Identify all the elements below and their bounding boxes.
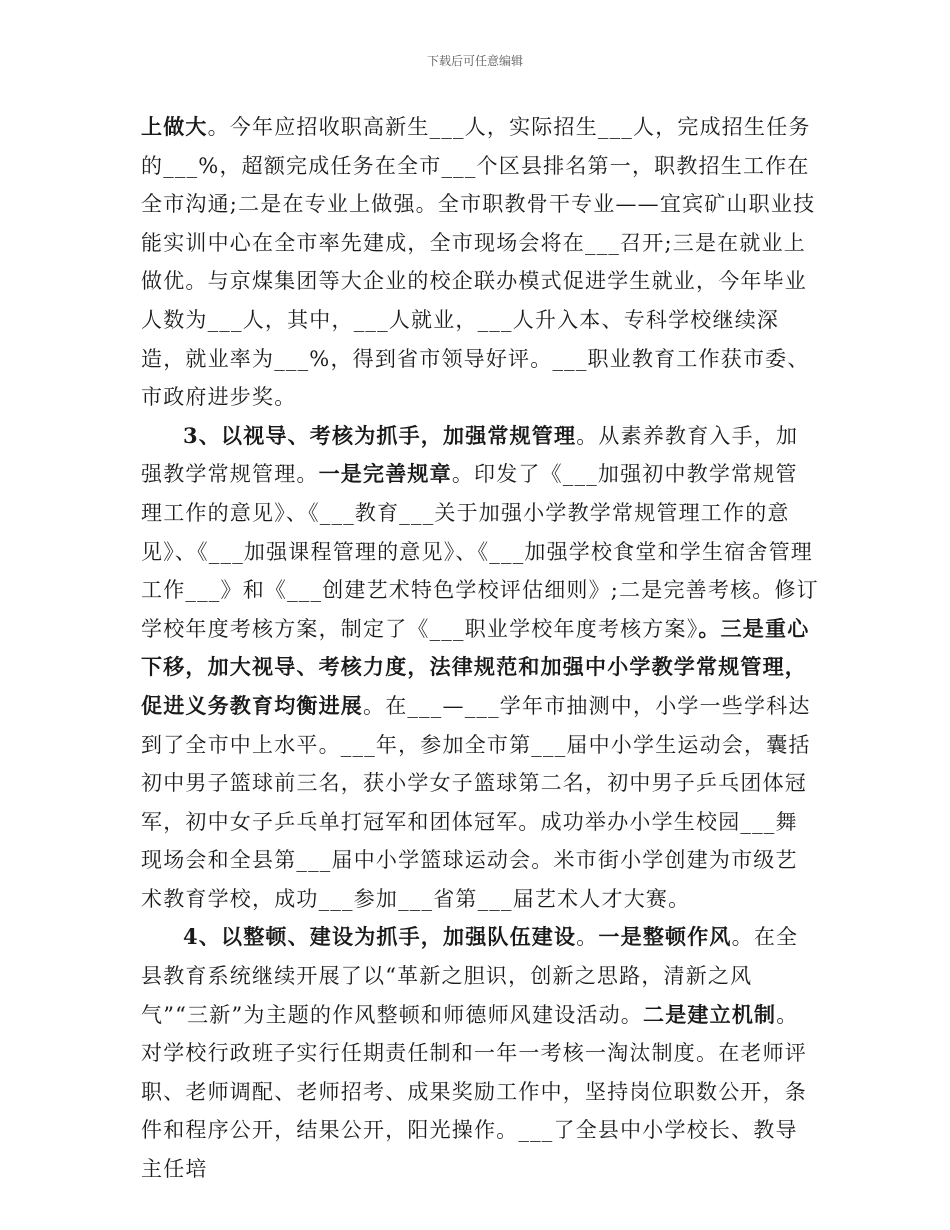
paragraph-3	[141, 918, 819, 1188]
body-text: 。对学校行政班子实行任期责任制和一年一考核一淘汰制度。在老师评职、老师调配、老师招考、成果奖励工作中，坚持岗位职数公开，条件和程序公开，结果公开，阳光操作。___了全县中小学校长、教导主任培	[141, 1002, 807, 1182]
paragraph-2	[141, 417, 819, 919]
bold-text: 上做大	[141, 114, 208, 139]
body-text: 。从素养教育入手，加强教学常规管理。	[141, 423, 799, 487]
bold-text: 二是建立机制	[643, 1001, 777, 1027]
section-heading-3: 3、以视导、考核为抓手，加强常规管理	[183, 422, 577, 448]
body-text: 。今年应招收职高新生___人，实际招生___人，完成招生任务的___%，超额完成任务在全市___个区县排名第一，职教招生工作在全市沟通;二是在专业上做强。全市职教骨干专业——宜宾矿山职业技能实训中心在全市率先建成，全市现场会将在___召开;三是在就业上做优。与京煤集团等大企业的校企联办模式促进学生就业，今年毕业人数为___人，其中，___人就业，___人升入本、专科学校继续深造，就业率为___%，得到省市领导好评。___职业教育工作获市委、市政府进步奖。	[141, 115, 816, 410]
document-body	[141, 108, 819, 1189]
bold-text: 一是整顿作风	[598, 924, 732, 950]
body-text: 。	[576, 925, 599, 950]
body-text: 。在全县教育系统继续开展了以“革新之胆识，创新之思路，清新之风气”“三新”为主题的作风整顿和师德师风建设活动。	[141, 925, 799, 1027]
body-text: 。印发了《___加强初中教学常规管理工作的意见》、《___教育___关于加强小学教学常规管理工作的意见》、《___加强课程管理的意见》、《___加强学校食堂和学生宿舍管理工作___》和《___创建艺术特色学校评估细则》;二是完善考核。修订学校年度考核方案，制定了《___职业学校年度考核方案》	[141, 462, 819, 641]
page-header: 下载后可任意编辑	[426, 54, 523, 68]
paragraph-1	[141, 108, 819, 417]
bold-text: 。三是重心下移，加大视导、考核力度，法律规范和加强中小学教学常规管理，促进义务教育均衡进展	[141, 615, 810, 718]
body-text: 。在___—___学年市抽测中，小学一些学科达到了全市中上水平。___年，参加全市第___届中小学生运动会，囊括初中男子篮球前三名，获小学女子篮球第二名，初中男子乒乓团体冠军，初中女子乒乓单打冠军和团体冠军。成功举办小学生校园___舞现场会和全县第___届中小学篮球运动会。米市街小学创建为市级艺术教育学校，成功___参加___省第___届艺术人才大赛。	[141, 693, 811, 911]
bold-text: 一是完善规章	[318, 461, 452, 487]
section-heading-4: 4、以整顿、建设为抓手，加强队伍建设	[183, 924, 577, 950]
